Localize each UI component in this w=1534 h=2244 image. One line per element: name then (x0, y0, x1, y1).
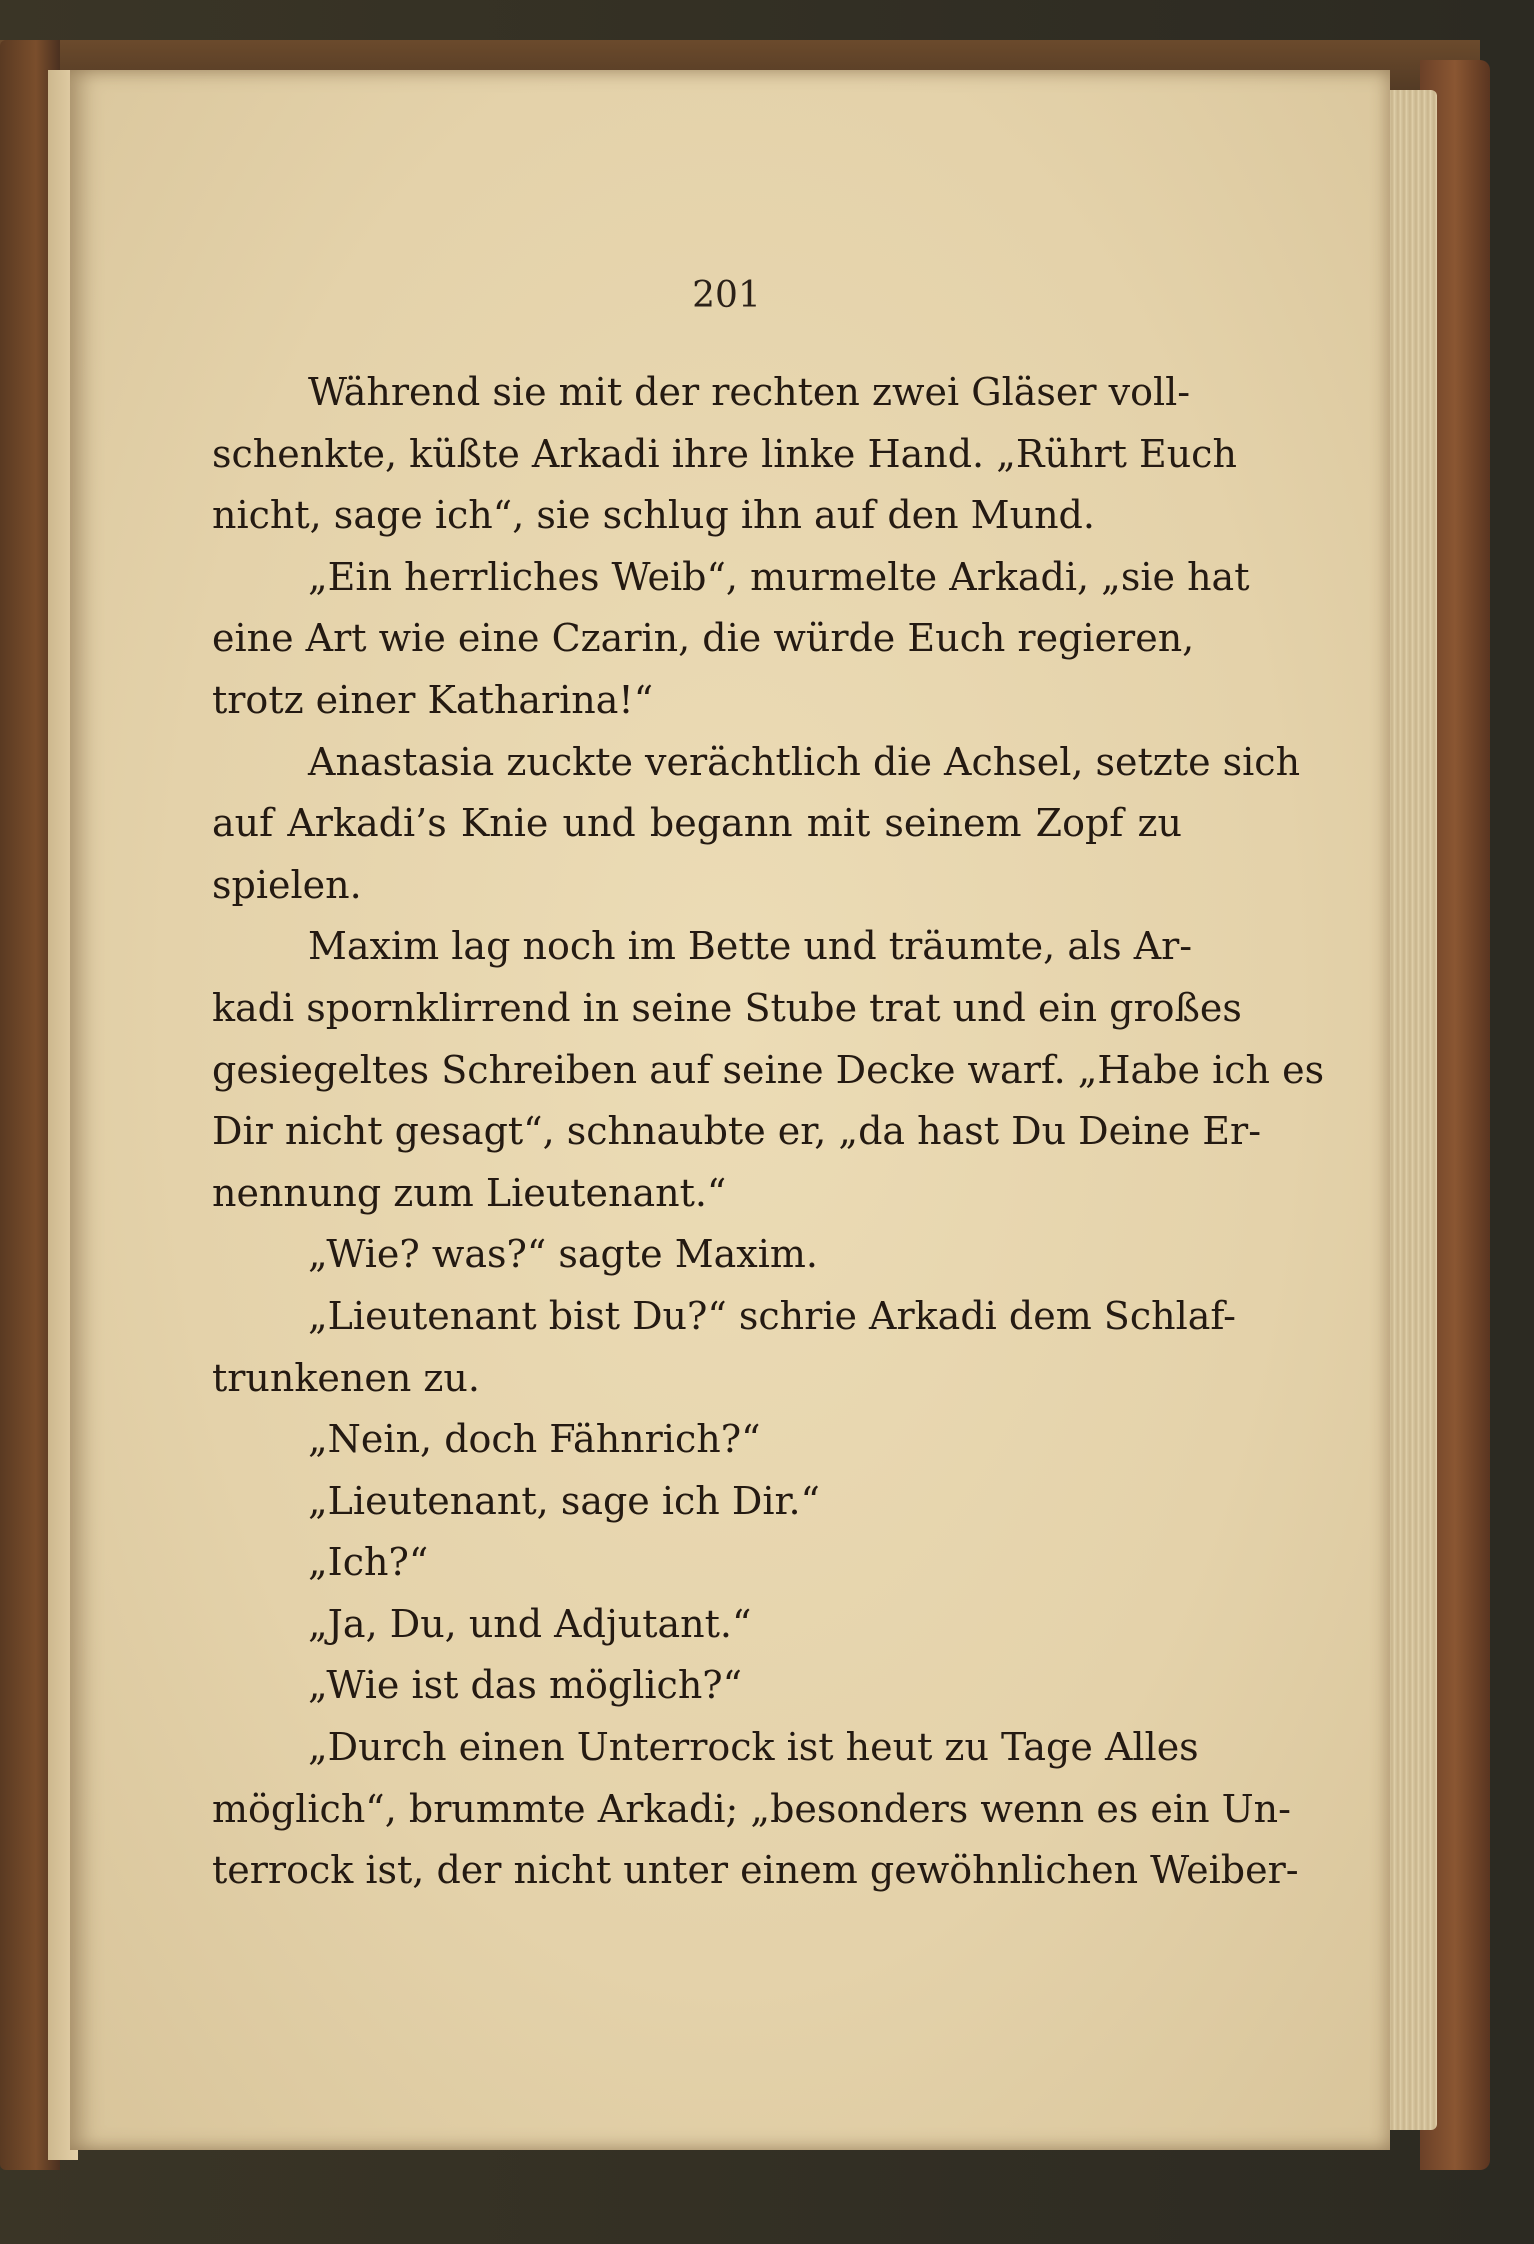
text-line: „Wie ist das möglich?“ (308, 1663, 743, 1708)
text-line: nennung zum Lieutenant.“ (212, 1170, 727, 1215)
text-line: „Ja, Du, und Adjutant.“ (308, 1601, 752, 1646)
text-line: kadi spornklirrend in seine Stube trat und ein großes (212, 985, 1242, 1030)
text-line: gesiegeltes Schreiben auf seine Decke warf. „Habe ich es (212, 1047, 1325, 1092)
text-line: möglich“, brummte Arkadi; „besonders wenn es ein Un- (212, 1786, 1291, 1831)
text-line: trunkenen zu. (212, 1355, 480, 1400)
text-line: schenkte, küßte Arkadi ihre linke Hand. „Rührt Euch (212, 431, 1237, 476)
text-line: terrock ist, der nicht unter einem gewöhnlichen Weiber- (212, 1848, 1299, 1893)
text-line: eine Art wie eine Czarin, die würde Euch regieren, (212, 616, 1195, 661)
text-line: „Lieutenant, sage ich Dir.“ (308, 1478, 820, 1523)
page-text (212, 362, 1325, 1902)
text-line: nicht, sage ich“, sie schlug ihn auf den Mund. (212, 493, 1095, 538)
text-line: Anastasia zuckte verächtlich die Achsel, setzte sich (308, 739, 1301, 784)
text-line: „Ein herrliches Weib“, murmelte Arkadi, „sie hat (308, 554, 1250, 599)
text-line: „Durch einen Unterrock ist heut zu Tage Alles (308, 1725, 1199, 1770)
text-line: spielen. (212, 862, 362, 907)
text-line: „Wie? was?“ sagte Maxim. (308, 1232, 818, 1277)
page-number: 201 (692, 275, 761, 316)
text-line: Dir nicht gesagt“, schnaubte er, „da hast Du Deine Er- (212, 1109, 1262, 1154)
text-line: Während sie mit der rechten zwei Gläser voll- (308, 370, 1191, 414)
text-line: Maxim lag noch im Bette und träumte, als Ar- (308, 924, 1193, 969)
text-line: trotz einer Katharina!“ (212, 677, 654, 722)
text-line: „Lieutenant bist Du?“ schrie Arkadi dem Schlaf- (308, 1293, 1236, 1338)
text-line: „Ich?“ (308, 1540, 429, 1585)
text-line: „Nein, doch Fähnrich?“ (308, 1417, 761, 1462)
text-line: auf Arkadi’s Knie und begann mit seinem Zopf zu (212, 801, 1182, 846)
